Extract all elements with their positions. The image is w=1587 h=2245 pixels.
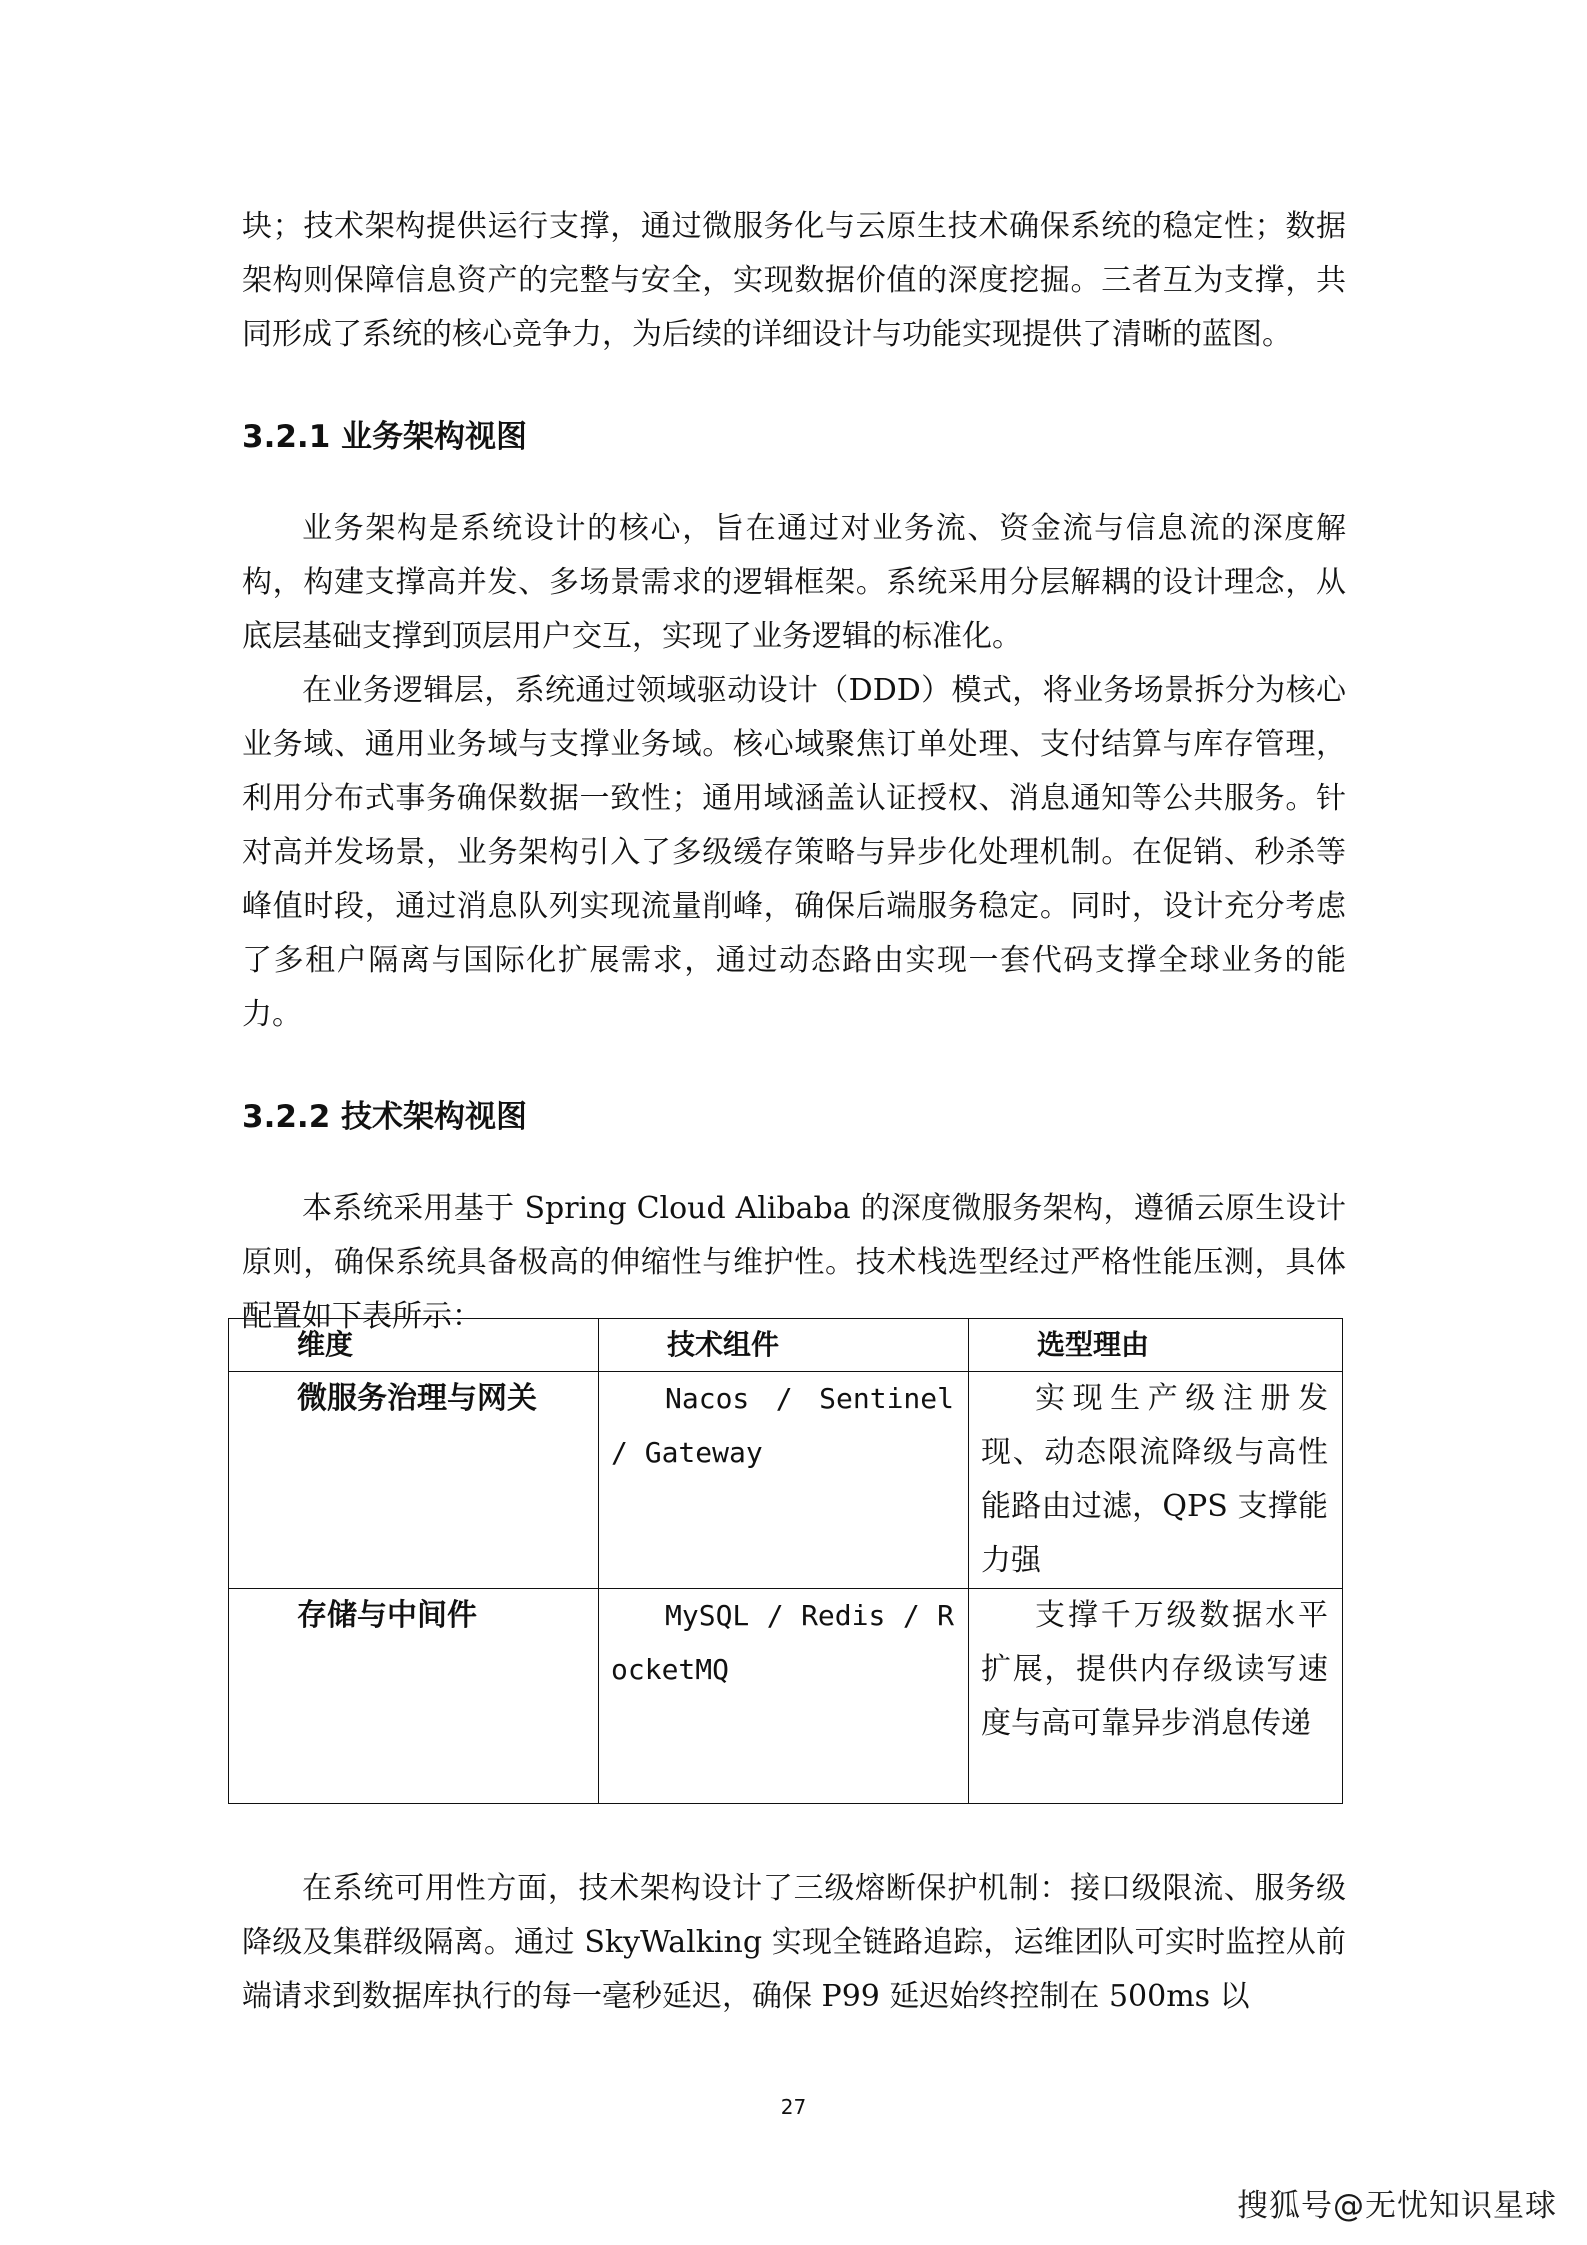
watermark: 搜狐号@无忧知识星球 [1237,2188,1557,2224]
header-dimension: 维度 [229,1319,599,1372]
page-number: 27 [780,2095,807,2119]
tech-stack-table [228,1318,1343,1804]
cell-reason: 支撑千万级数据水平扩展，提供内存级读写速度与高可靠异步消息传递 [969,1589,1343,1804]
cell-dimension: 微服务治理与网关 [229,1372,599,1589]
table-row [229,1372,1343,1589]
page-body [242,200,1346,1344]
table-header-row [229,1319,1343,1372]
section-322-heading: 3.2.2 技术架构视图 [242,1099,528,1135]
availability-paragraph: 在系统可用性方面，技术架构设计了三级熔断保护机制：接口级限流、服务级降级及集群级隔离。通过 SkyWalking 实现全链路追踪，运维团队可实时监控从前端请求到数据库执行的每一毫秒延迟，确保 P99 延迟始终控制在 500ms 以 [242,1871,1346,2014]
cell-reason: 实现生产级注册发现、动态限流降级与高性能路由过滤，QPS 支撑能力强 [969,1372,1343,1589]
cell-dimension: 存储与中间件 [229,1589,599,1804]
header-reason: 选型理由 [969,1319,1343,1372]
header-components: 技术组件 [599,1319,969,1372]
intro-paragraph: 块；技术架构提供运行支撑，通过微服务化与云原生技术确保系统的稳定性；数据架构则保障信息资产的完整与安全，实现数据价值的深度挖掘。三者互为支撑，共同形成了系统的核心竞争力，为后续的详细设计与功能实现提供了清晰的蓝图。 [242,209,1346,352]
business-paragraph-1: 业务架构是系统设计的核心，旨在通过对业务流、资金流与信息流的深度解构，构建支撑高并发、多场景需求的逻辑框架。系统采用分层解耦的设计理念，从底层基础支撑到顶层用户交互，实现了业务逻辑的标准化。 [242,511,1346,654]
cell-components: MySQL / Redis / RocketMQ [599,1589,969,1804]
section-321-heading: 3.2.1 业务架构视图 [242,419,528,455]
availability-section [242,1862,1346,2024]
business-paragraph-2: 在业务逻辑层，系统通过领域驱动设计（DDD）模式，将业务场景拆分为核心业务域、通用业务域与支撑业务域。核心域聚焦订单处理、支付结算与库存管理，利用分布式事务确保数据一致性；通用域涵盖认证授权、消息通知等公共服务。针对高并发场景，业务架构引入了多级缓存策略与异步化处理机制。在促销、秒杀等峰值时段，通过消息队列实现流量削峰，确保后端服务稳定。同时，设计充分考虑了多租户隔离与国际化扩展需求，通过动态路由实现一套代码支撑全球业务的能力。 [242,673,1346,1032]
tech-paragraph-1: 本系统采用基于 Spring Cloud Alibaba 的深度微服务架构，遵循云原生设计原则，确保系统具备极高的伸缩性与维护性。技术栈选型经过严格性能压测，具体配置如下表所示： [242,1191,1346,1334]
table-row [229,1589,1343,1804]
cell-components: Nacos / Sentinel / Gateway [599,1372,969,1589]
